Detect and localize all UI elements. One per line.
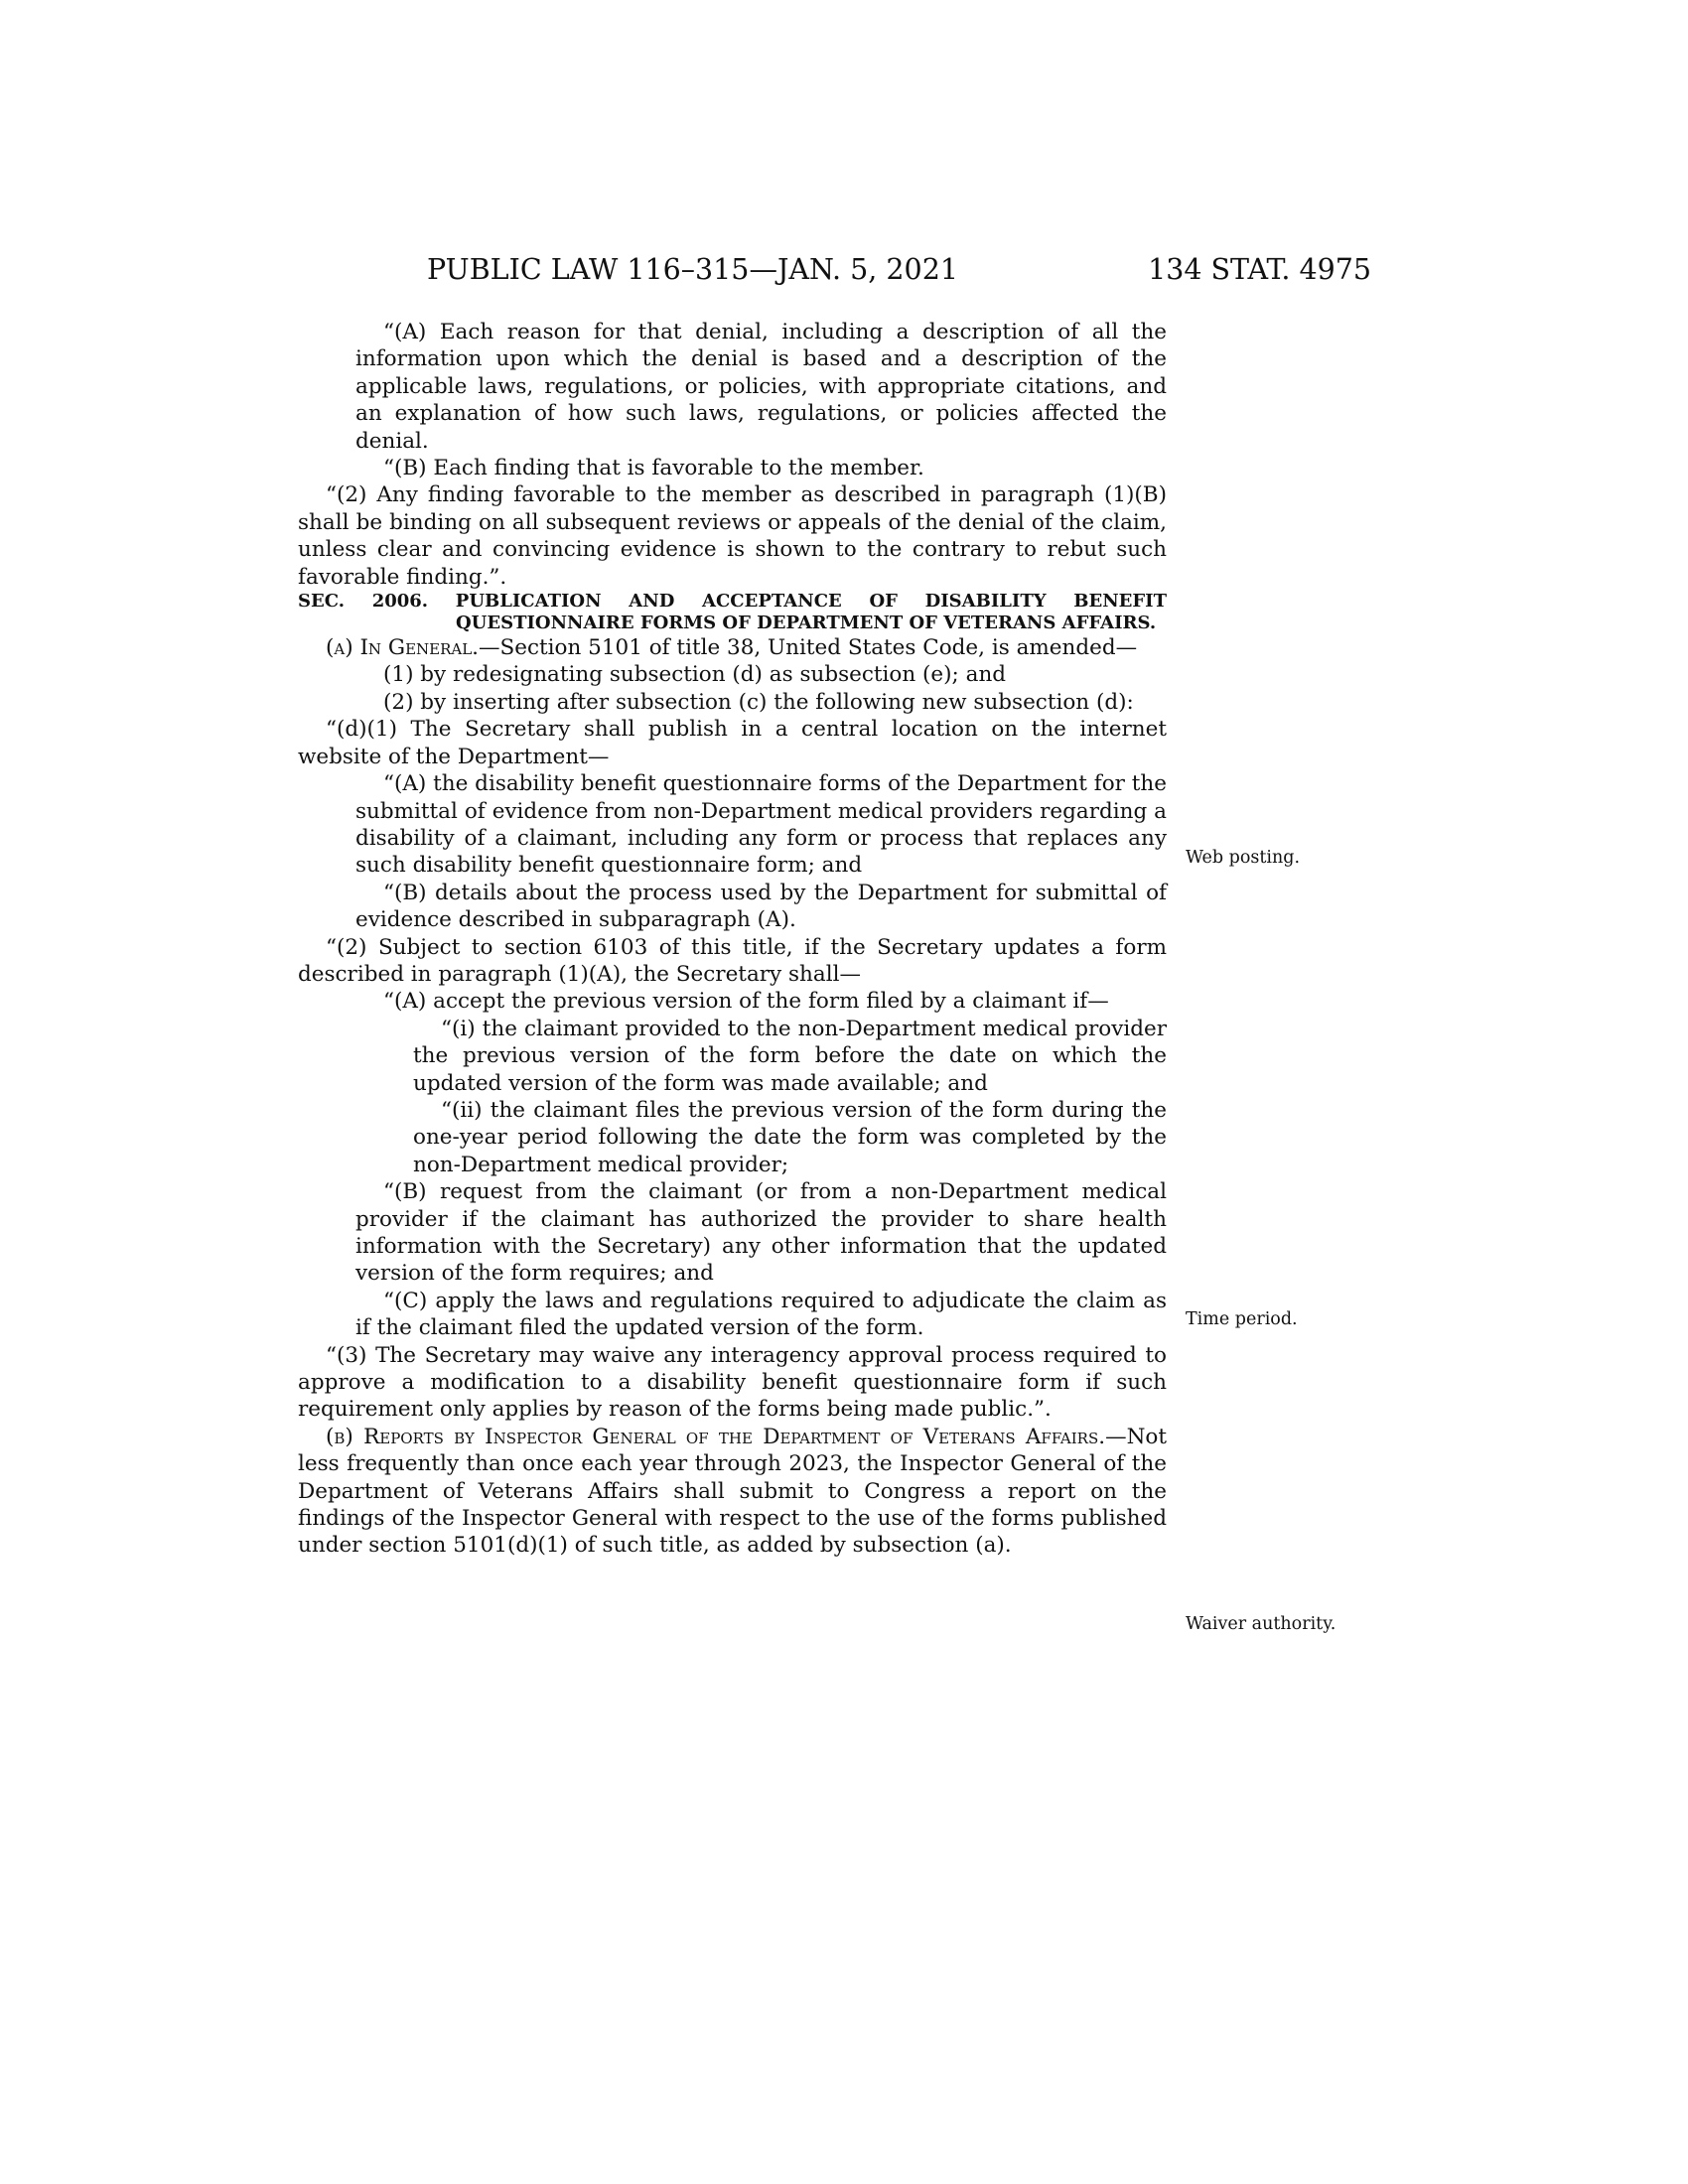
sidenote-waiver-authority: Waiver authority. (1186, 1614, 1336, 1634)
statute-page-number: 134 STAT. 4975 (1148, 253, 1371, 286)
subsection-a (298, 634, 1167, 661)
new-subsection-d2-A: “(A) accept the previous version of the form filed by a claimant if— (383, 989, 1109, 1015)
sidenote-time-period: Time period. (1186, 1309, 1298, 1329)
new-subsection-d1-A: “(A) the disability benefit questionnaire forms of the Department for the submittal of evidence from non-Department medical providers regarding a disability of a claimant, including any form or process that replaces any such disability benefit questionnaire form; and (355, 771, 1167, 879)
new-subsection-d2: “(2) Subject to section 6103 of this title, if the Secretary updates a form described in paragraph (1)(A), the Secretary shall— (298, 934, 1167, 987)
subsection-b-heading: (b) Reports by Inspector General of the Department of Veterans Affairs. (326, 1424, 1106, 1449)
new-subsection-d2-C: “(C) apply the laws and regulations required to adjudicate the claim as if the claimant filed the updated version of the form. (355, 1288, 1167, 1341)
body-text (298, 319, 1167, 1560)
new-subsection-d2-A-i: “(i) the claimant provided to the non-Department medical provider the previous version of the form before the date on which the updated version of the form was made available; and (413, 1016, 1167, 1096)
subsection-b (298, 1424, 1167, 1560)
sidenote-web-posting: Web posting. (1186, 848, 1301, 868)
section-heading: SEC. 2006. PUBLICATION AND ACCEPTANCE OF DISABILITY BENEFIT QUESTIONNAIRE FORMS OF DEPARTMENT OF VETERANS AFFAIRS. (298, 591, 1167, 634)
new-subsection-d2-B: “(B) request from the claimant (or from a non-Department medical provider if the claimant has authorized the provider to share health information with the Secretary) any other information that the updated version of the form requires; and (355, 1179, 1167, 1287)
running-title: PUBLIC LAW 116–315—JAN. 5, 2021 (427, 253, 958, 286)
amendment-2: (2) by inserting after subsection (c) the following new subsection (d): (383, 689, 1134, 715)
subsection-a-text: —Section 5101 of title 38, United States Code, is amended— (479, 635, 1138, 661)
new-subsection-d2-A-ii: “(ii) the claimant files the previous version of the form during the one-year period following the date the form was completed by the non-Department medical provider; (413, 1097, 1167, 1177)
new-subsection-d1: “(d)(1) The Secretary shall publish in a central location on the internet website of the Department— (298, 717, 1167, 769)
paragraph-B-favorable-finding: “(B) Each finding that is favorable to the member. (383, 456, 924, 481)
new-subsection-d1-B: “(B) details about the process used by the Department for submittal of evidence described in subparagraph (A). (355, 880, 1167, 933)
new-subsection-d3: “(3) The Secretary may waive any interagency approval process required to approve a modification to a disability benefit questionnaire form if such requirement only applies by reason of the forms being made public.”. (298, 1342, 1167, 1423)
subsection-a-heading: (a) In General. (326, 635, 480, 661)
paragraph-A-denial-reason: “(A) Each reason for that denial, including a description of all the information upon which the denial is based and a description of the applicable laws, regulations, or policies, with appropriate citations, and an explanation of how such laws, regulations, or policies affected the denial. (355, 320, 1167, 454)
subsection-b-text: —Not less frequently than once each year through 2023, the Inspector General of the Department of Veterans Affairs shall submit to Congress a report on the findings of the Inspector General with respect to the use of the forms published under section 5101(d)(1) of such title, as added by subsection (a). (298, 1424, 1167, 1559)
amendment-1: (1) by redesignating subsection (d) as subsection (e); and (383, 662, 1007, 688)
paragraph-2-binding-finding: “(2) Any finding favorable to the member as described in paragraph (1)(B) shall be binding on all subsequent reviews or appeals of the denial of the claim, unless clear and convincing evidence is shown to the contrary to rebut such favorable finding.”. (298, 482, 1167, 590)
